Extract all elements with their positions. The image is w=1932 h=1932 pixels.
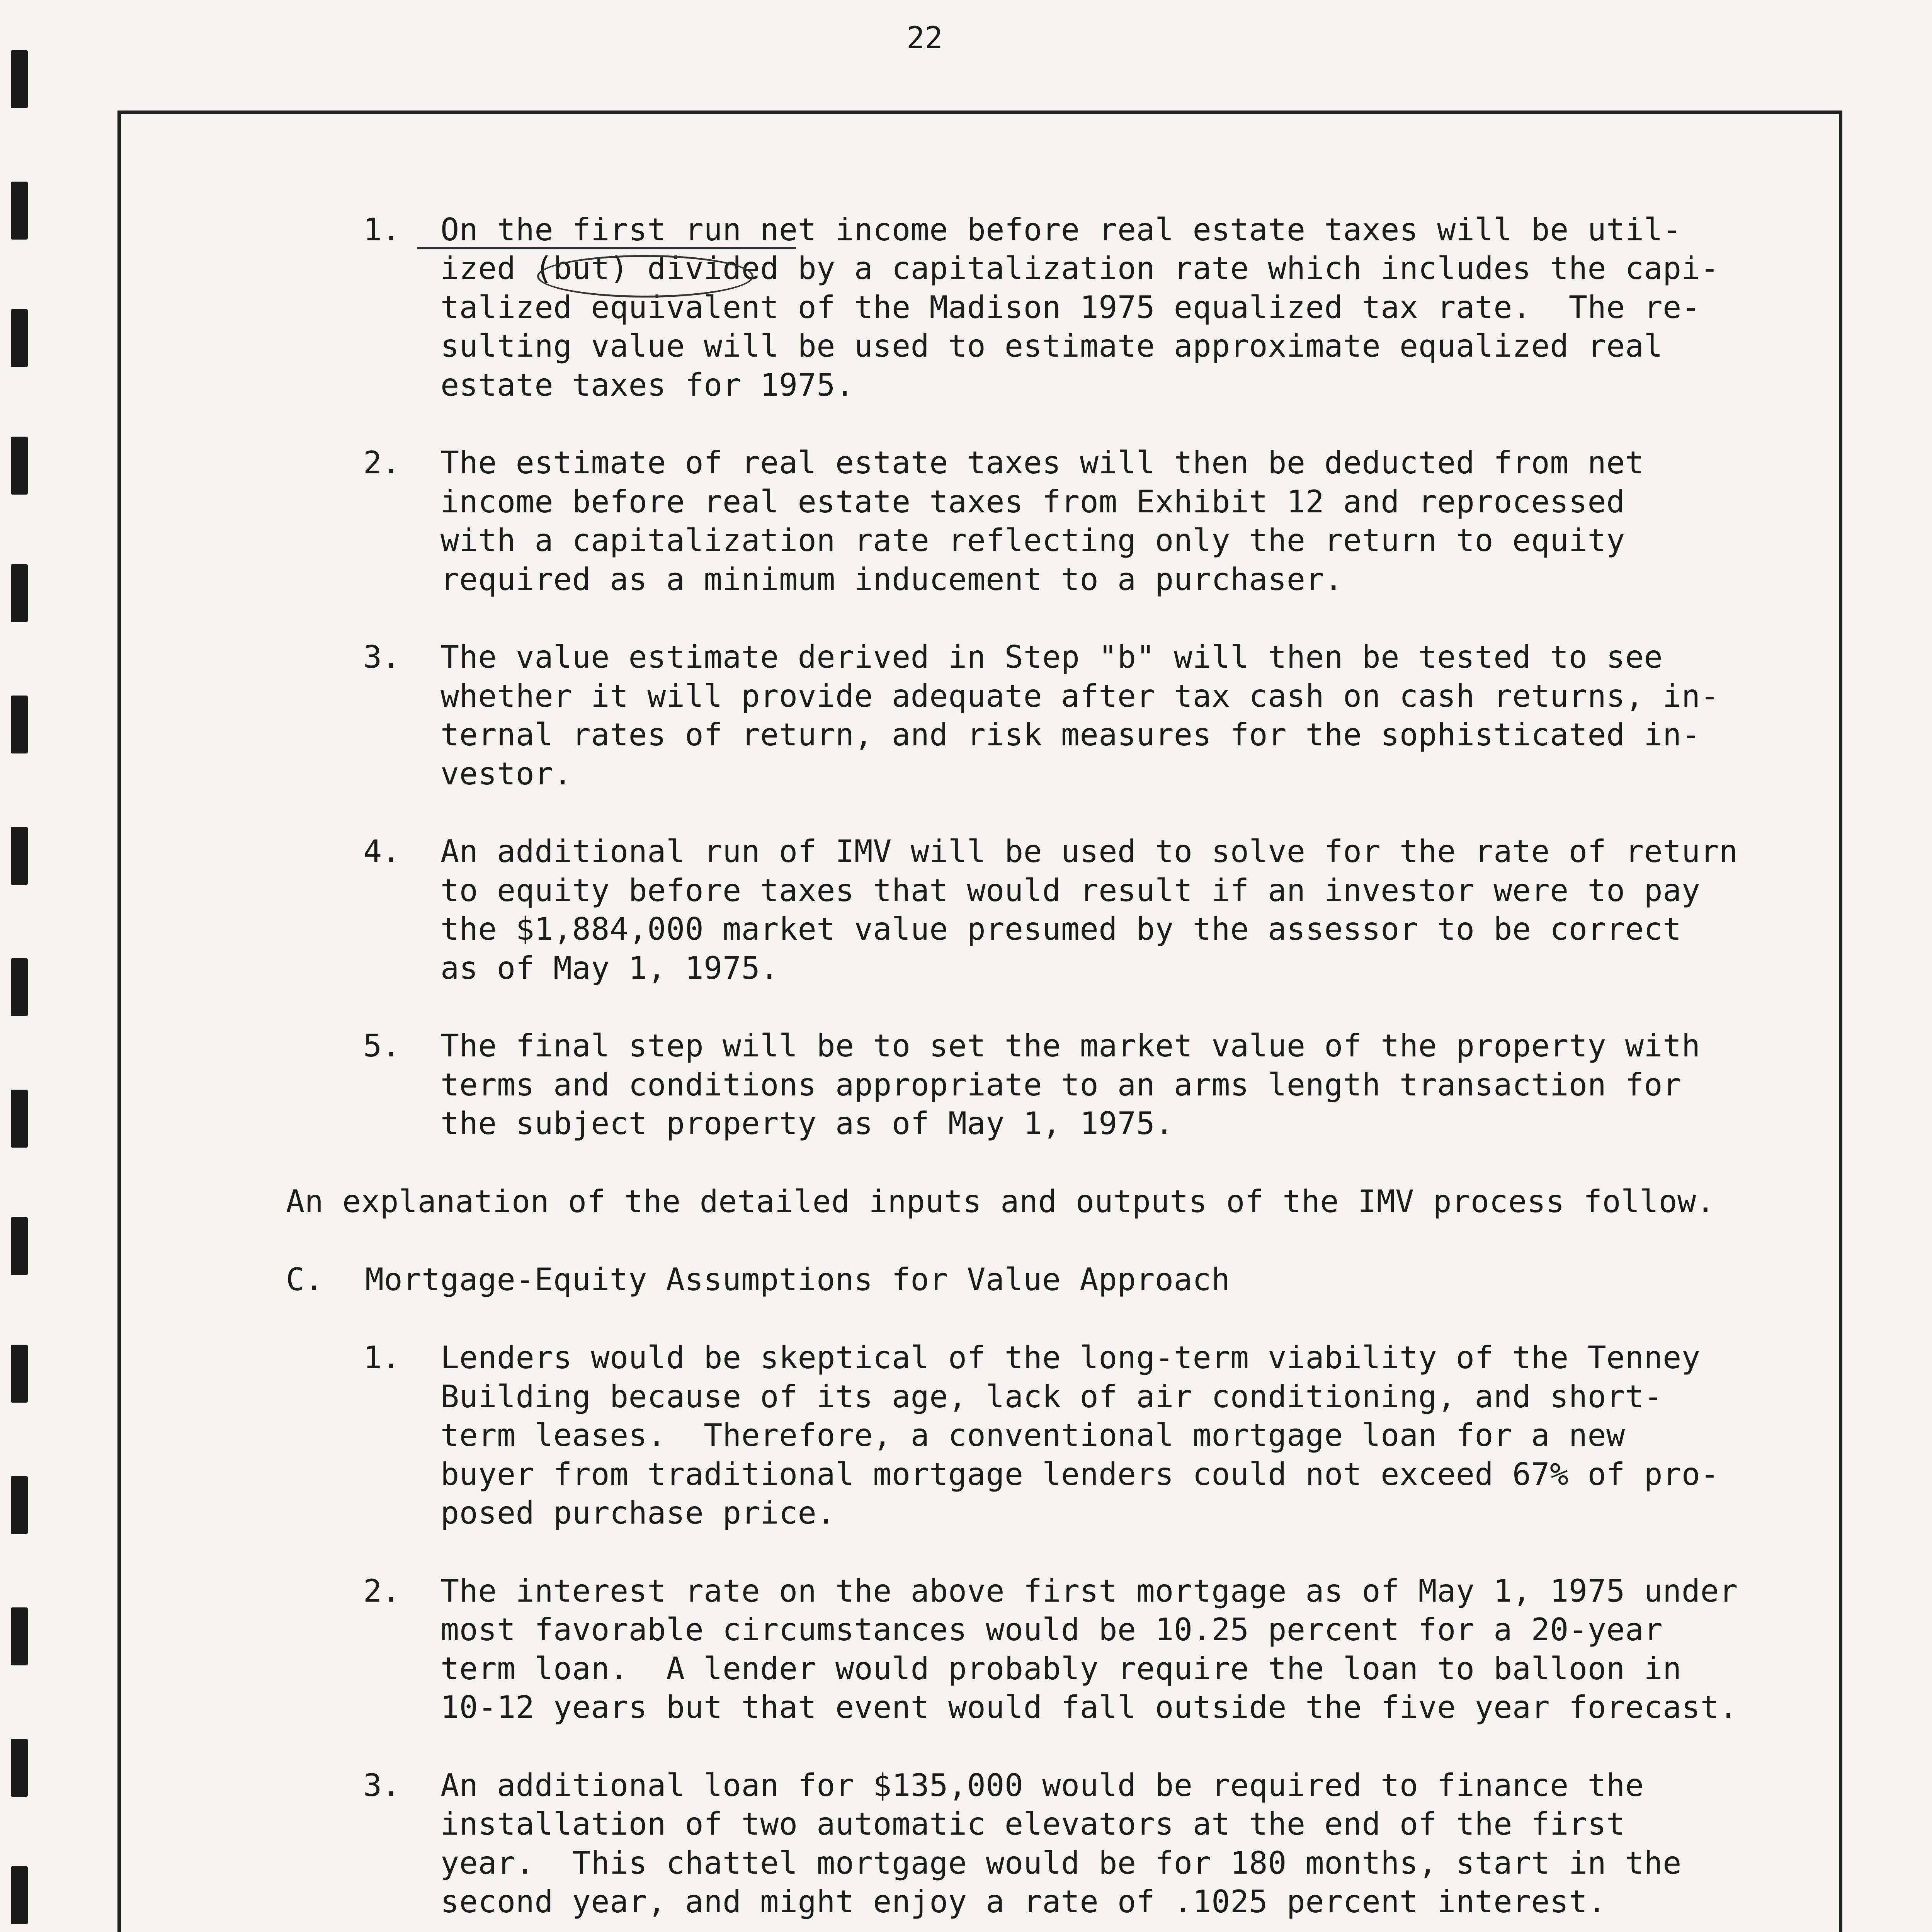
- item-number: 4.: [363, 833, 401, 869]
- item-line: term leases. Therefore, a conventional mortgage loan for a new: [440, 1417, 1625, 1453]
- item-line: to equity before taxes that would result if an investor were to pay: [440, 872, 1701, 908]
- item-line: the $1,884,000 market value presumed by the assessor to be correct: [440, 911, 1682, 947]
- binding-holes: [11, 0, 34, 1932]
- item-line: income before real estate taxes from Exhibit 12 and reprocessed: [440, 484, 1625, 520]
- item-line: whether it will provide adequate after tax cash on cash returns, in-: [440, 678, 1719, 714]
- item-number: 3.: [363, 639, 401, 675]
- item-line: 10-12 years but that event would fall outside the five year forecast.: [440, 1689, 1738, 1725]
- section-title: Mortgage-Equity Assumptions for Value Approach: [365, 1262, 1230, 1298]
- section-letter: C.: [286, 1262, 323, 1298]
- item-line: year. This chattel mortgage would be for 180 months, start in the: [440, 1845, 1682, 1881]
- binding-hole: [11, 1476, 28, 1534]
- item-number: 2.: [363, 1573, 401, 1609]
- handwritten-circle-mark: [537, 255, 753, 298]
- item-line: sulting value will be used to estimate approximate equalized real: [440, 328, 1663, 364]
- binding-hole: [11, 827, 28, 885]
- binding-hole: [11, 1866, 28, 1924]
- item-line: An additional run of IMV will be used to solve for the rate of return: [440, 833, 1738, 869]
- binding-hole: [11, 958, 28, 1016]
- binding-hole: [11, 50, 28, 108]
- item-line: most favorable circumstances would be 10.25 percent for a 20-year: [440, 1612, 1663, 1648]
- item-line: ternal rates of return, and risk measures for the sophisticated in-: [440, 717, 1701, 753]
- binding-hole: [11, 696, 28, 753]
- item-line: The estimate of real estate taxes will then be deducted from net: [440, 445, 1644, 481]
- item-line: The final step will be to set the market value of the property with: [440, 1028, 1701, 1064]
- item-line: The value estimate derived in Step "b" will then be tested to see: [440, 639, 1663, 675]
- item-line: posed purchase price.: [440, 1495, 835, 1531]
- item-number: 5.: [363, 1028, 401, 1064]
- explanation-paragraph: An explanation of the detailed inputs and outputs of the IMV process follow.: [286, 1184, 1715, 1219]
- item-number: 1.: [363, 212, 401, 248]
- binding-hole: [11, 437, 28, 495]
- handwritten-underline: [417, 247, 796, 249]
- item-line: estate taxes for 1975.: [440, 367, 854, 403]
- item-line: the subject property as of May 1, 1975.: [440, 1105, 1174, 1141]
- item-line: terms and conditions appropriate to an arms length transaction for: [440, 1067, 1682, 1103]
- item-line: ized (but) divided by a capitalization rate which includes the capi-: [440, 250, 1719, 286]
- item-line: term loan. A lender would probably require the loan to balloon in: [440, 1651, 1682, 1687]
- binding-hole: [11, 1090, 28, 1148]
- item-number: 3.: [363, 1767, 401, 1803]
- item-number: 1.: [363, 1340, 401, 1376]
- item-line: second year, and might enjoy a rate of .1025 percent interest.: [440, 1884, 1607, 1920]
- binding-hole: [11, 309, 28, 367]
- binding-hole: [11, 1217, 28, 1275]
- item-line: with a capitalization rate reflecting only the return to equity: [440, 522, 1625, 558]
- item-number: 2.: [363, 445, 401, 481]
- item-line: Lenders would be skeptical of the long-term viability of the Tenney: [440, 1340, 1701, 1376]
- item-line: required as a minimum inducement to a purchaser.: [440, 561, 1343, 597]
- page-number: 22: [906, 21, 943, 56]
- item-line: On the first run net income before real estate taxes will be util-: [440, 212, 1682, 248]
- item-line: vestor.: [440, 756, 572, 792]
- binding-hole: [11, 1607, 28, 1665]
- item-line: installation of two automatic elevators at the end of the first: [440, 1806, 1625, 1842]
- binding-hole: [11, 564, 28, 622]
- binding-hole: [11, 1739, 28, 1797]
- binding-hole: [11, 1345, 28, 1403]
- item-line: The interest rate on the above first mortgage as of May 1, 1975 under: [440, 1573, 1738, 1609]
- item-line: buyer from traditional mortgage lenders could not exceed 67% of pro-: [440, 1456, 1719, 1492]
- item-line: An additional loan for $135,000 would be required to finance the: [440, 1767, 1644, 1803]
- binding-hole: [11, 182, 28, 240]
- item-line: talized equivalent of the Madison 1975 equalized tax rate. The re-: [440, 289, 1701, 325]
- item-line: as of May 1, 1975.: [440, 950, 779, 986]
- item-line: Building because of its age, lack of air conditioning, and short-: [440, 1379, 1663, 1415]
